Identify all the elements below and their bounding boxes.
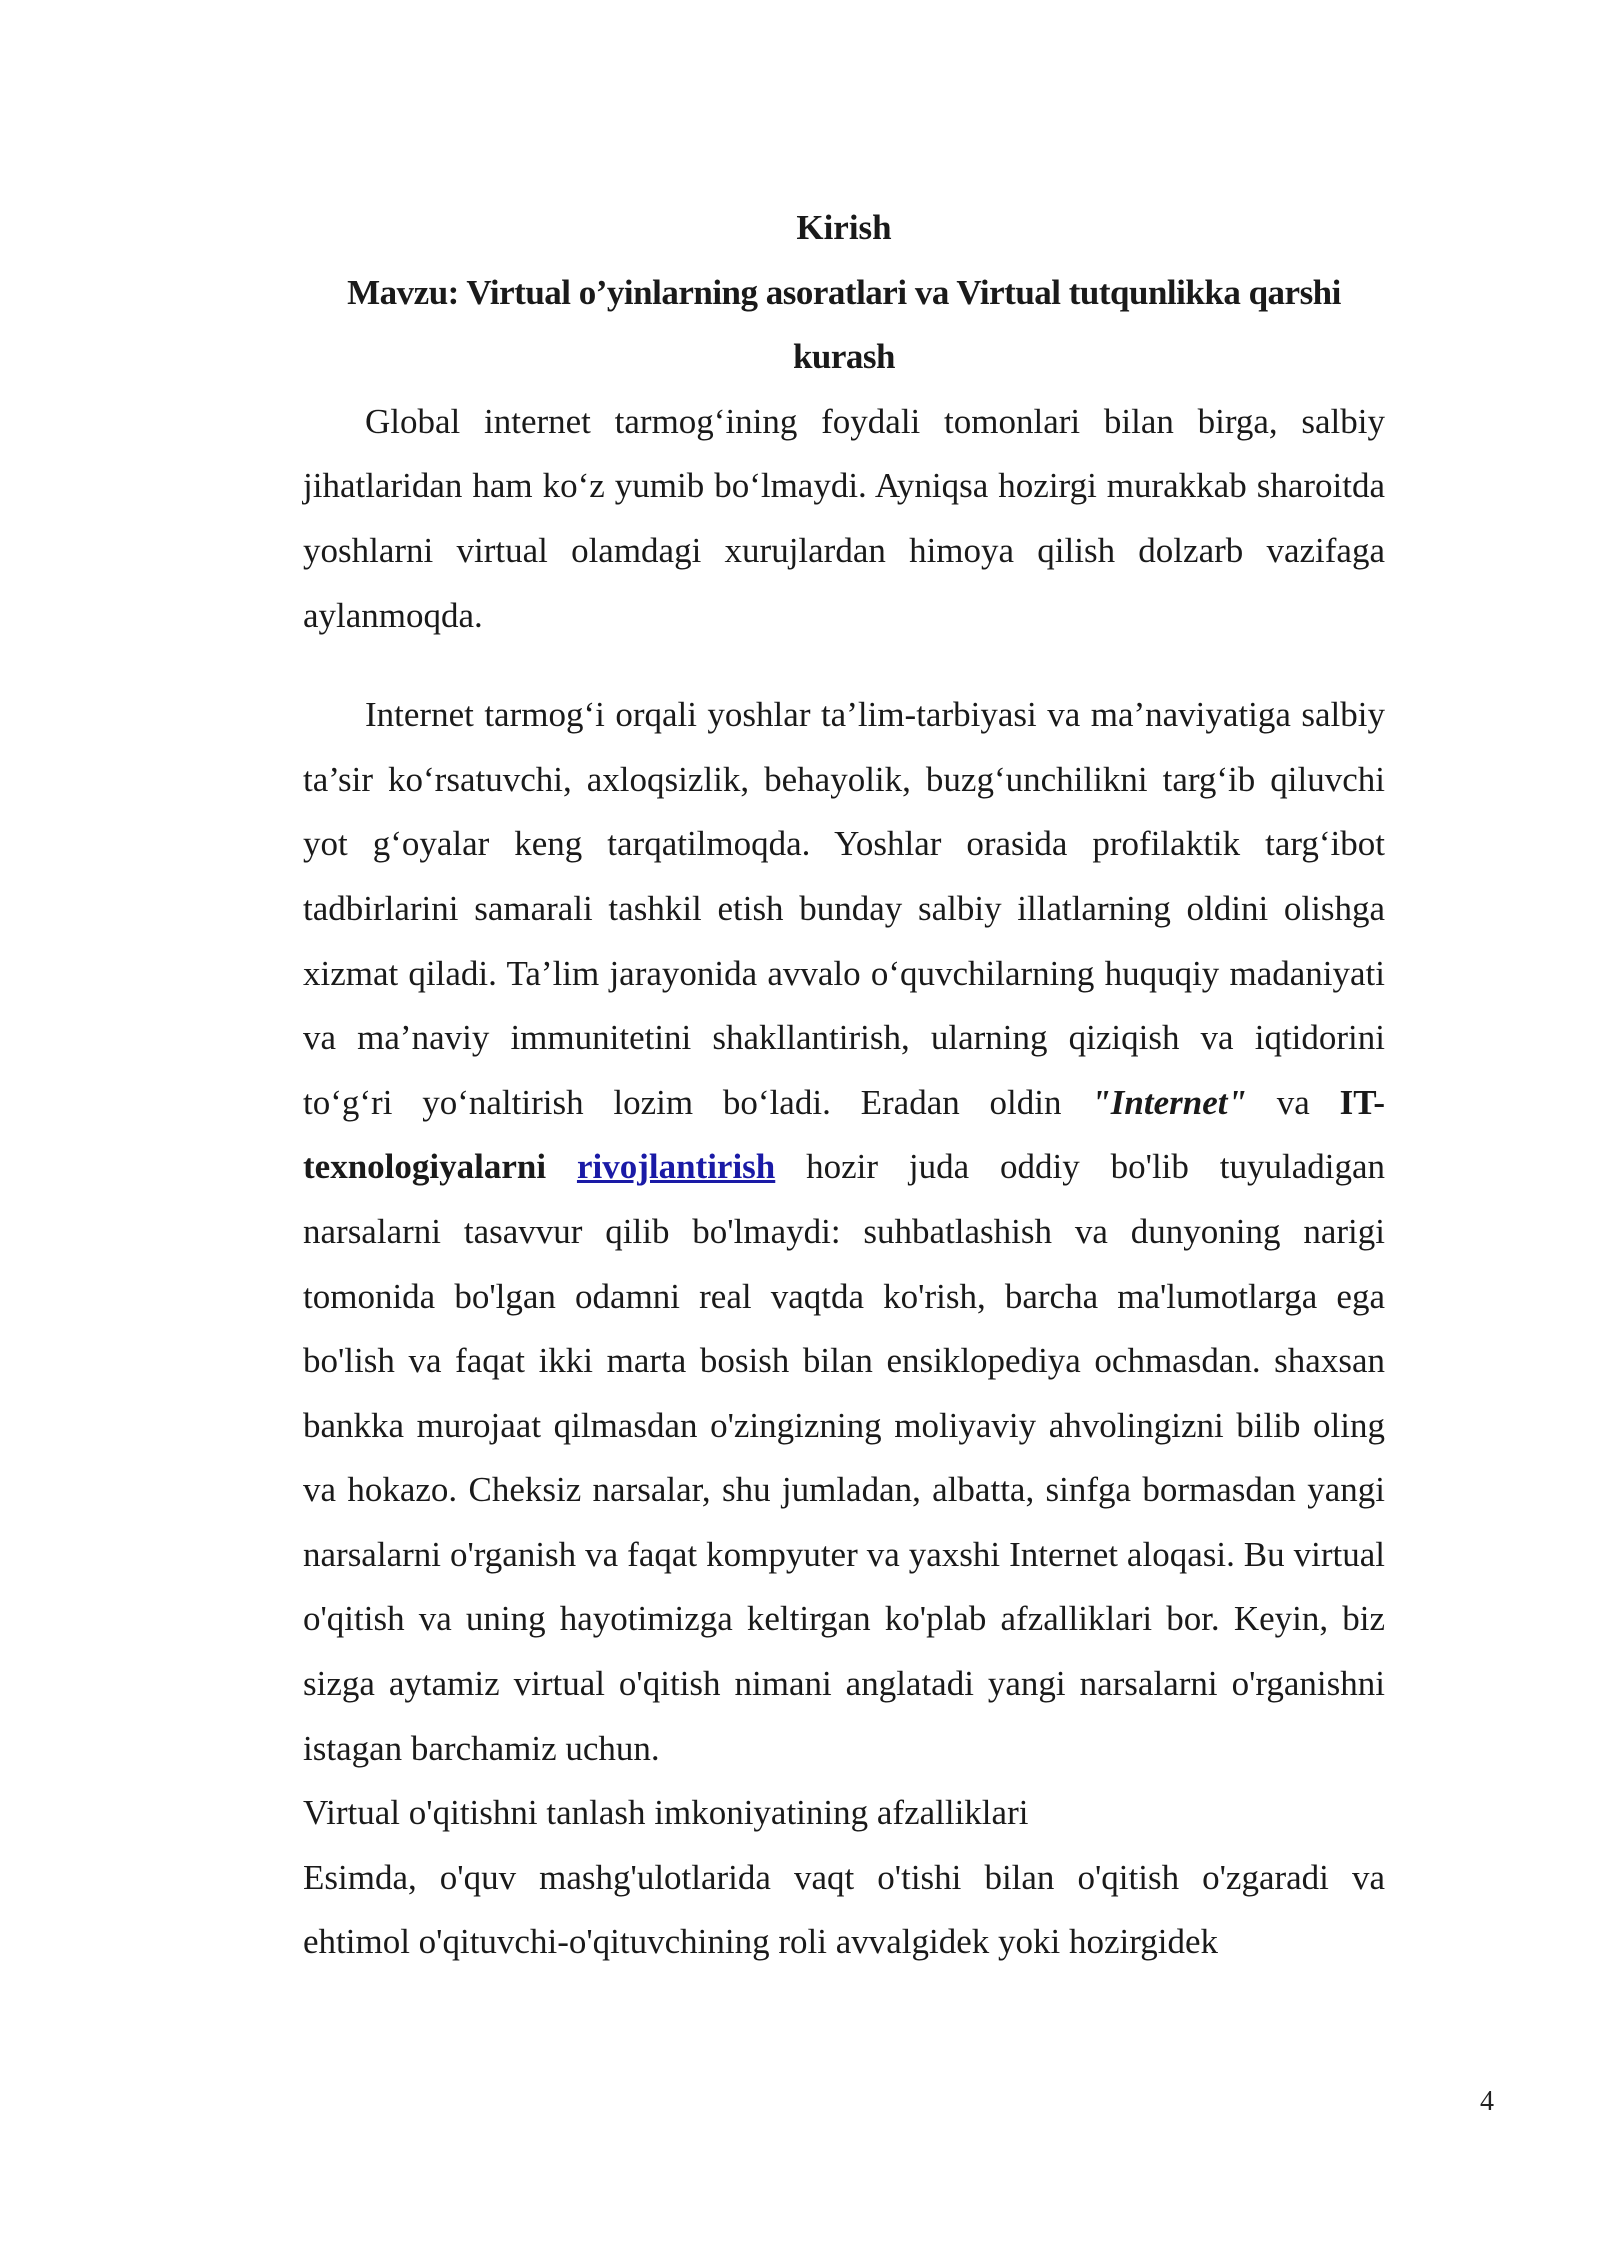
subheading-advantages: Virtual o'qitishni tanlash imkoniyatining afzalliklari [303, 1793, 1029, 1833]
page-content [303, 196, 1385, 1975]
it-term: IT-texnologiyalarni [303, 1082, 1386, 1187]
rivojlantirish-link[interactable]: rivojlantirish [576, 1147, 776, 1187]
paragraph-main-end: hozir juda oddiy bo'lib tuyuladigan narsalarni tasavvur qilib bo'lmaydi: suhbatlashish va dunyoning narigi tomonida bo'lgan odamni real vaqtda ko'rish, barcha ma'lumotlarga ega bo'lish va faqat ikki marta bosish bilan ensiklopediya ochmasdan. shaxsan bankka murojaat qilmasdan o'zingizning moliyaviy ahvolingizni bilib oling va hokazo. Cheksiz narsalar, shu jumladan, albatta, sinfga bormasdan yangi narsalarni o'rganish va faqat kompyuter va yaxshi Internet aloqasi. Bu virtual o'qitish va uning hayotimizga keltirgan ko'plab afzalliklari bor. Keyin, biz sizga aytamiz virtual o'qitish nimani anglatadi yangi narsalarni o'rganishni istagan barchamiz uchun. [303, 1147, 1386, 1768]
paragraph-main-start: Internet tarmog‘i orqali yoshlar ta’lim-tarbiyasi va ma’naviyatiga salbiy ta’sir ko‘rsatuvchi, axloqsizlik, behayolik, buzg‘unchilikni targ‘ib qiluvchi yot g‘oyalar keng tarqatilmoqda. Yoshlar orasida profilaktik targ‘ibot tadbirlarini samarali tashkil etish bunday salbiy illatlarning oldini olishga xizmat qiladi. Ta’lim jarayonida avvalo o‘quvchilarning huquqiy madaniyati va ma’naviy immunitetini shakllantirish, ularning qiziqish va iqtidorini to‘g‘ri yo‘naltirish lozim bo‘ladi. Eradan oldin [303, 695, 1385, 1122]
paragraph-intro: Global internet tarmog‘ining foydali tomonlari bilan birga, salbiy jihatlaridan ham ko‘z yumib bo‘lmaydi. Ayniqsa hozirgi murakkab sharoitda yoshlarni virtual olamdagi xurujlardan himoya qilish dolzarb vazifaga aylanmoqda. [303, 401, 1385, 635]
page-number: 4 [1480, 2086, 1494, 2117]
paragraph-main [303, 683, 1385, 1781]
paragraph-memory: Esimda, o'quv mashg'ulotlarida vaqt o'tishi bilan o'qitish o'zgaradi va ehtimol o'qituvchi-o'qituvchining roli avvalgidek yoki hozirgidek [303, 1857, 1385, 1962]
conjunction-text: va [1276, 1082, 1310, 1122]
section-heading: Kirish [796, 208, 892, 247]
internet-term: "Internet" [1091, 1082, 1247, 1122]
topic-heading: Mavzu: Virtual o’yinlarning asoratlari va Virtual tutqunlikka qarshi kurash [347, 272, 1341, 377]
